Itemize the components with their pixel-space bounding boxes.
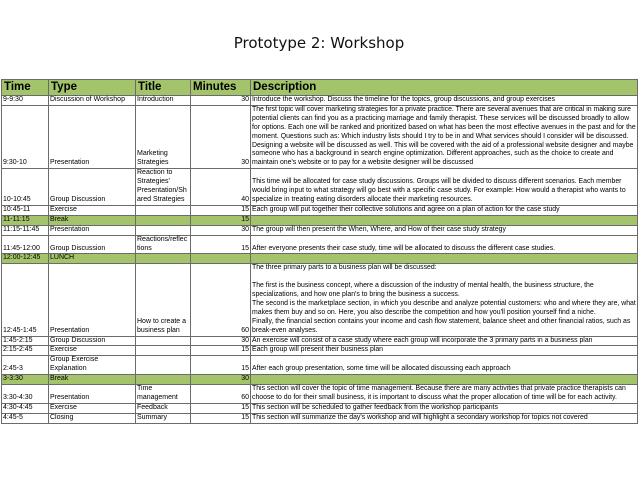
type-cell: Presentation <box>49 105 136 168</box>
title-cell: Introduction <box>136 96 191 106</box>
table-row <box>2 385 638 404</box>
time-cell: 10:45-11 <box>2 205 49 215</box>
title-cell: Marketing Strategies <box>136 105 191 168</box>
table-row <box>2 105 638 168</box>
type-cell: Presentation <box>49 385 136 404</box>
description-cell: This section will summarize the day's workshop and will highlight a secondary workshop for topics not covered <box>251 413 638 423</box>
table-row <box>2 264 638 336</box>
column-header-minutes: Minutes <box>191 80 251 96</box>
title-cell <box>136 205 191 215</box>
type-cell: Closing <box>49 413 136 423</box>
table-row <box>2 356 638 375</box>
time-cell: 11:15-11:45 <box>2 225 49 235</box>
type-cell: LUNCH <box>49 254 136 264</box>
title-cell <box>136 225 191 235</box>
table-row <box>2 169 638 206</box>
page-title: Prototype 2: Workshop <box>233 34 405 52</box>
title-cell <box>136 254 191 264</box>
minutes-cell: 15 <box>191 413 251 423</box>
type-cell: Exercise <box>49 346 136 356</box>
description-cell <box>251 215 638 225</box>
title-cell: How to create a business plan <box>136 264 191 336</box>
time-cell: 4:45-5 <box>2 413 49 423</box>
table-row <box>2 235 638 254</box>
table-row <box>2 375 638 385</box>
table-row <box>2 403 638 413</box>
description-cell: The group will then present the When, Where, and How of their case study strategy <box>251 225 638 235</box>
title-cell <box>136 375 191 385</box>
time-cell: 9:30-10 <box>2 105 49 168</box>
table-row <box>2 96 638 106</box>
time-cell: 11:45-12:00 <box>2 235 49 254</box>
time-cell: 3:30-4:30 <box>2 385 49 404</box>
minutes-cell: 60 <box>191 385 251 404</box>
description-cell: Each group will present their business plan <box>251 346 638 356</box>
type-cell: Group Exercise Explanation <box>49 356 136 375</box>
column-header-type: Type <box>49 80 136 96</box>
description-cell <box>251 375 638 385</box>
minutes-cell: 30 <box>191 225 251 235</box>
minutes-cell: 15 <box>191 403 251 413</box>
minutes-cell: 60 <box>191 264 251 336</box>
title-cell <box>136 215 191 225</box>
description-cell: After each group presentation, some time will be allocated discussing each approach <box>251 356 638 375</box>
table-body <box>2 96 638 424</box>
description-cell: The first topic will cover marketing strategies for a private practice. There are several avenues that are critical in making sure potential clients can find you as a practicing marriage and family therapist. These services will be discussed broadly to allow for options. Each one will be ranked and prioritized based on what has been the most effective avenues in the past and for the moment. Questions such as: Which industry lists should I try to be in and What services should I consider will be discussed. Designing a website will be discussed as well. This will be covered with the aid of a professional website designer and maybe someone who has a background in search engine optimization. Different approaches, such as the choice to create and maintain one's website or to pay for a website designer will be discussed <box>251 105 638 168</box>
type-cell: Group Discussion <box>49 169 136 206</box>
title-cell: Reaction to Strategies' Presentation/Shared Strategies <box>136 169 191 206</box>
type-cell: Presentation <box>49 225 136 235</box>
table-row <box>2 225 638 235</box>
minutes-cell <box>191 254 251 264</box>
table-row <box>2 336 638 346</box>
schedule-table <box>1 79 638 424</box>
title-cell: Time management <box>136 385 191 404</box>
title-cell: Reactions/reflections <box>136 235 191 254</box>
column-header-time: Time <box>2 80 49 96</box>
time-cell: 12:45-1:45 <box>2 264 49 336</box>
description-cell: The three primary parts to a business plan will be discussed: The first is the business concept, where a discussion of the industry of mental health, the business structure, the specializations, and how one plan's to bring the business a success. The second is the marketplace section, in which you describe and analyze potential customers: who and where they are, what makes them buy and so on. Here, you also describe the competition and how you'll position yourself find a niche. Finally, the financial section contains your income and cash flow statement, balance sheet and other financial ratios, such as break-even analyses. <box>251 264 638 336</box>
time-cell: 10-10:45 <box>2 169 49 206</box>
type-cell: Group Discussion <box>49 235 136 254</box>
description-cell: This section will cover the topic of time management. Because there are many activities that private practice therapists can choose to do for their small business, it is important to discuss what the proper allocation of time will be for each activity. <box>251 385 638 404</box>
description-cell: An exercise will consist of a case study where each group will incorporate the 3 primary parts in a business plan <box>251 336 638 346</box>
minutes-cell: 15 <box>191 235 251 254</box>
title-cell <box>136 346 191 356</box>
type-cell: Break <box>49 375 136 385</box>
type-cell: Exercise <box>49 403 136 413</box>
minutes-cell: 15 <box>191 205 251 215</box>
description-cell: Introduce the workshop. Discuss the timeline for the topics, group discussions, and group exercises <box>251 96 638 106</box>
minutes-cell: 15 <box>191 356 251 375</box>
minutes-cell: 15 <box>191 346 251 356</box>
minutes-cell: 40 <box>191 169 251 206</box>
table-row <box>2 346 638 356</box>
minutes-cell: 15 <box>191 215 251 225</box>
title-cell: Summary <box>136 413 191 423</box>
description-cell: This section will be scheduled to gather feedback from the workshop participants <box>251 403 638 413</box>
time-cell: 2:45-3 <box>2 356 49 375</box>
table-row <box>2 215 638 225</box>
description-cell <box>251 254 638 264</box>
column-header-title: Title <box>136 80 191 96</box>
table-row <box>2 254 638 264</box>
time-cell: 12:00-12:45 <box>2 254 49 264</box>
title-cell: Feedback <box>136 403 191 413</box>
minutes-cell: 30 <box>191 96 251 106</box>
table-row <box>2 413 638 423</box>
type-cell: Break <box>49 215 136 225</box>
table-row <box>2 205 638 215</box>
description-cell: This time will be allocated for case study discussions. Groups will be divided to discuss different scenarios. Each member would bring input to what strategy will go best with a specific case study. For example: How would a therapist who wants to specialize in treating eating disorders allocate their marketing resources. <box>251 169 638 206</box>
type-cell: Exercise <box>49 205 136 215</box>
description-cell: After everyone presents their case study, time will be allocated to discuss the different case studies. <box>251 235 638 254</box>
minutes-cell: 30 <box>191 105 251 168</box>
table-header-row <box>2 80 638 96</box>
time-cell: 1:45-2:15 <box>2 336 49 346</box>
column-header-description: Description <box>251 80 638 96</box>
time-cell: 9-9:30 <box>2 96 49 106</box>
minutes-cell: 30 <box>191 336 251 346</box>
minutes-cell: 30 <box>191 375 251 385</box>
type-cell: Group Discussion <box>49 336 136 346</box>
type-cell: Presentation <box>49 264 136 336</box>
time-cell: 4:30-4:45 <box>2 403 49 413</box>
title-cell <box>136 336 191 346</box>
title-cell <box>136 356 191 375</box>
time-cell: 3-3:30 <box>2 375 49 385</box>
time-cell: 2:15-2:45 <box>2 346 49 356</box>
type-cell: Discussion of Workshop <box>49 96 136 106</box>
description-cell: Each group will put together their collective solutions and agree on a plan of action for the case study <box>251 205 638 215</box>
time-cell: 11-11:15 <box>2 215 49 225</box>
